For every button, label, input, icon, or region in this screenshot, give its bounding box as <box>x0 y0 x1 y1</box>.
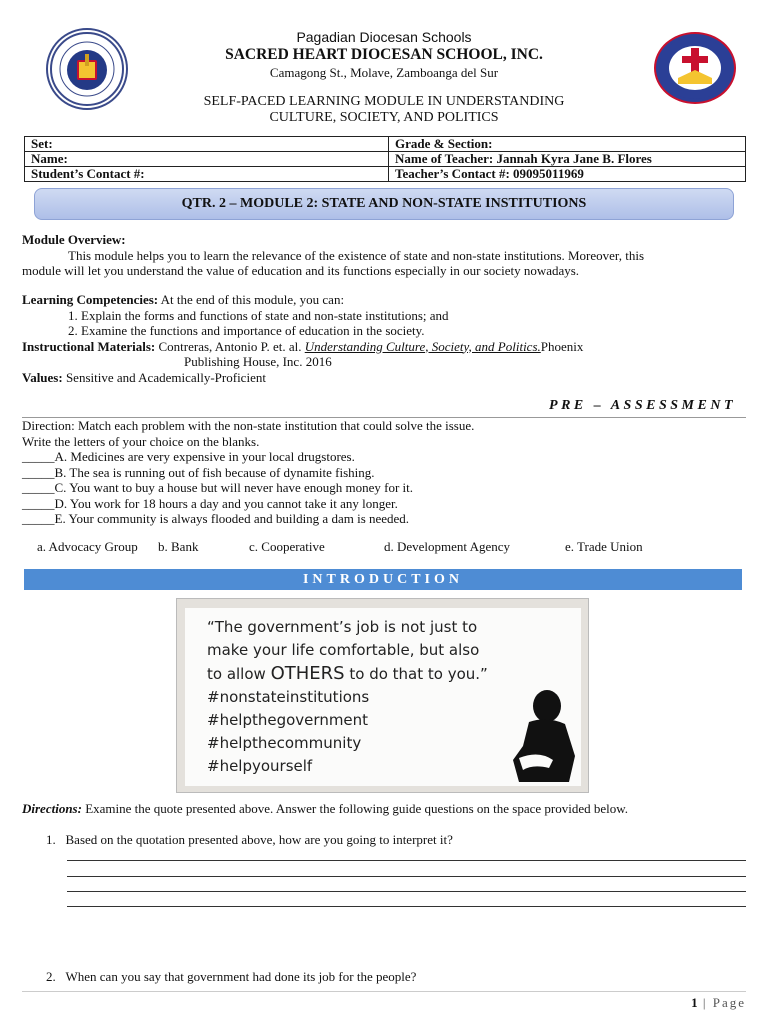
question-1: 1. Based on the quotation presented above, how are you going to interpret it? <box>46 832 453 847</box>
assessment-item[interactable]: _____C. You want to buy a house but will never have enough money for it. <box>22 480 414 495</box>
organization-name: Pagadian Diocesan Schools <box>296 29 472 45</box>
introduction-title: INTRODUCTION <box>24 569 742 590</box>
assessment-item[interactable]: _____E. Your community is always flooded and building a dam is needed. <box>22 511 410 526</box>
question-2: 2. When can you say that government had done its job for the people? <box>46 969 417 984</box>
guide-directions: Directions: Examine the quote presented above. Answer the following guide questions on the space provided below. <box>22 801 629 816</box>
teacher-contact: Teacher’s Contact #: 09095011969 <box>389 167 746 182</box>
page-number: 1 <box>691 995 698 1010</box>
pre-assessment: Direction: Match each problem with the non-state institution that could solve the issue. Write the letters of your choice on the blanks. _____A. Medicines are very expensive in your local drugstores. _____B. The sea is running out of fish because of dynamite fishing. _____C. You want to buy a house but will never have enough money for it. _____D. You work for 18 hours a day and you cannot take it any longer. _____E. Your community is always flooded and building a dam is needed. <box>22 418 746 527</box>
name-field[interactable]: Name: <box>25 152 389 167</box>
choice-item: c. Cooperative <box>249 539 325 554</box>
quote-image <box>176 598 589 793</box>
grade-section-field[interactable]: Grade & Section: <box>389 137 746 152</box>
footer-divider <box>22 991 746 992</box>
assessment-item[interactable]: _____D. You work for 18 hours a day and you cannot take it any longer. <box>22 495 398 511</box>
hashtag: #helpyourself <box>207 757 313 775</box>
module-overview: Module Overview: This module helps you to learn the relevance of the existence of state and non-state institutions. Moreover, this module will let you understand the value of education and its functions especially in our society nowadays. <box>22 232 645 278</box>
answer-line[interactable] <box>67 860 746 861</box>
choice-item: b. Bank <box>158 539 199 554</box>
assessment-item[interactable]: _____B. The sea is running out of fish because of dynamite fishing. <box>22 464 375 480</box>
choice-item: d. Development Agency <box>384 539 510 554</box>
module-subject-title: SELF-PACED LEARNING MODULE IN UNDERSTANDING CULTURE, SOCIETY, AND POLITICS <box>203 94 565 125</box>
choice-item: a. Advocacy Group <box>37 539 138 554</box>
answer-line[interactable] <box>67 891 746 892</box>
school-name: SACRED HEART DIOCESAN SCHOOL, INC. <box>225 46 543 63</box>
hashtag: #helpthecommunity <box>207 734 362 752</box>
student-contact-field[interactable]: Student’s Contact #: <box>25 167 389 182</box>
answer-line[interactable] <box>67 906 746 907</box>
hashtag: #helpthegovernment <box>207 711 369 729</box>
choice-item: e. Trade Union <box>565 539 643 554</box>
set-field[interactable]: Set: <box>25 137 389 152</box>
learning-competencies: Learning Competencies: At the end of this module, you can: 1. Explain the forms and functions of state and non-state institutions; and 2. Examine the functions and importance of education in the society. Instructional Materials: Contreras, Antonio P. et. al. Understanding Culture, Society, and Politics.Phoenix Publishing House, Inc. 2016 Values: Sensitive and Academically-Proficient <box>22 292 746 385</box>
student-info-table <box>24 136 746 182</box>
answer-line[interactable] <box>67 876 746 877</box>
school-address: Camagong St., Molave, Zamboanga del Sur <box>269 65 499 80</box>
values: Values: Sensitive and Academically-Proficient <box>22 369 266 385</box>
assessment-item[interactable]: _____A. Medicines are very expensive in your local drugstores. <box>22 449 355 464</box>
page-footer: 1 | Page <box>691 995 746 1010</box>
quote-text: “The government’s job is not just to make your life comfortable, but also to allow OTHERS to do that to you.” #nonstateinstitutions #helpthegovernment #helpthecommunity #helpyourself <box>207 616 488 778</box>
competency-item: 1. Explain the forms and functions of state and non-state institutions; and <box>68 307 449 323</box>
pre-assessment-title: PRE – ASSESSMENT <box>549 398 736 413</box>
instructional-materials: Instructional Materials: Contreras, Antonio P. et. al. Understanding Culture, Society, and Politics.Phoenix <box>22 338 584 354</box>
module-title-banner: QTR. 2 – MODULE 2: STATE AND NON-STATE INSTITUTIONS <box>34 188 734 220</box>
competency-item: 2. Examine the functions and importance of education in the society. <box>68 323 425 338</box>
teacher-name: Name of Teacher: Jannah Kyra Jane B. Flores <box>389 152 746 167</box>
person-silhouette-icon <box>509 686 579 782</box>
hashtag: #nonstateinstitutions <box>207 688 370 706</box>
